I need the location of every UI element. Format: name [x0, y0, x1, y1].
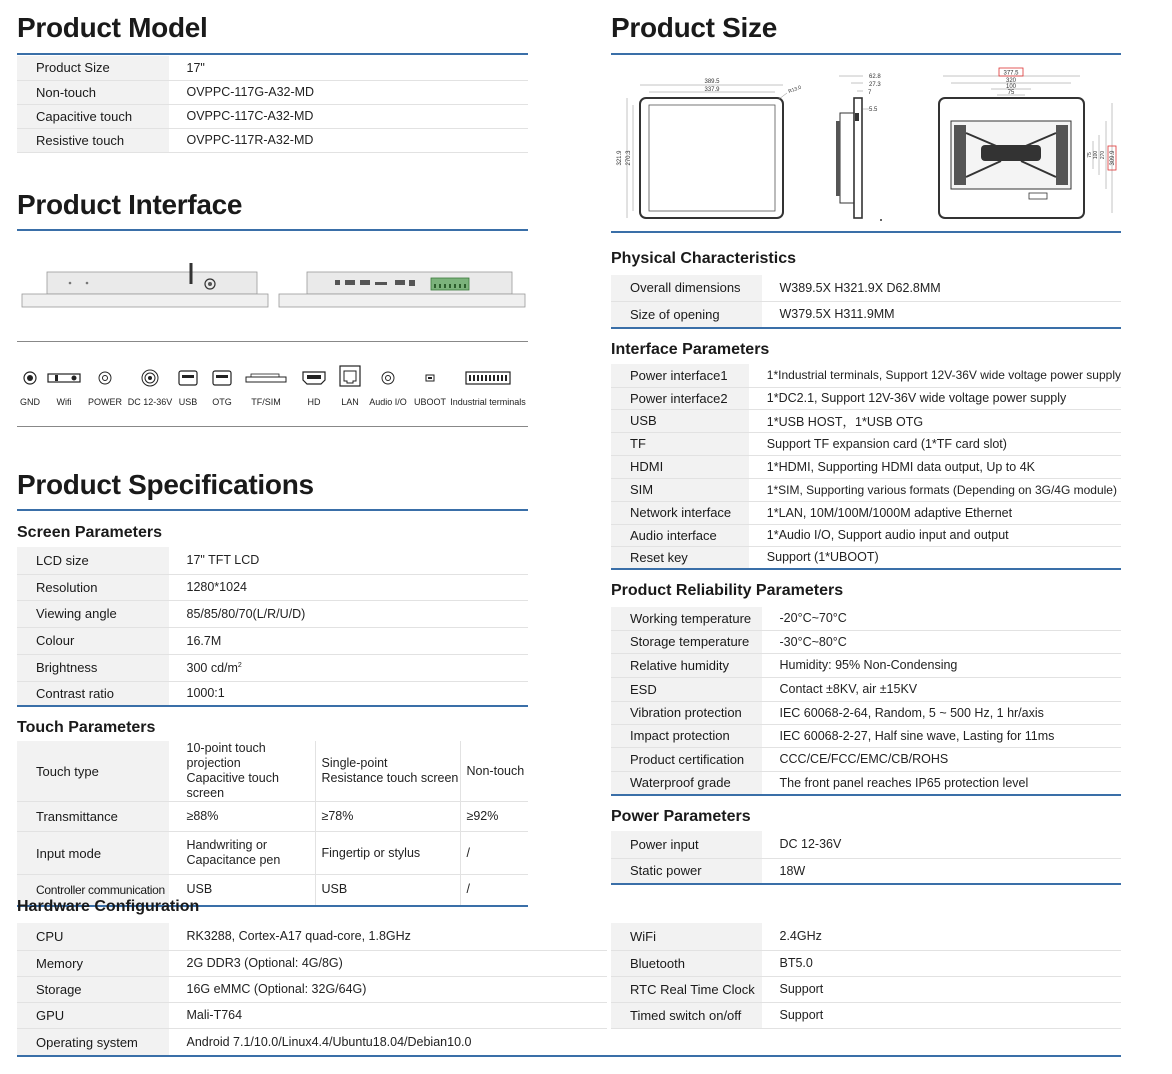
row-label: TF [611, 432, 749, 455]
side-depth-label: 62.8 [869, 74, 881, 80]
physical-characteristics-title: Physical Characteristics [611, 250, 796, 267]
cell-line: Capacitive touch screen [186, 771, 279, 800]
row-value: BT5.0 [762, 950, 1121, 976]
row-label: ESD [611, 677, 762, 701]
hardware-table-right [611, 923, 1121, 1029]
touch-none-cell: ≥92% [460, 802, 528, 832]
touch-cap-cell [169, 741, 315, 802]
row-label: Input mode [17, 832, 169, 875]
screen-parameters-title: Screen Parameters [17, 524, 162, 541]
row-label: Contrast ratio [17, 681, 169, 706]
interface-label: LAN [341, 397, 359, 407]
front-width-inner-label: 337.9 [704, 87, 720, 93]
interface-parameters-title: Interface Parameters [611, 341, 770, 358]
back-view-drawing [939, 76, 1112, 218]
row-value: 1*Industrial terminals, Support 12V-36V wide voltage power supply [749, 364, 1121, 387]
touch-cap-cell: USB [169, 875, 315, 906]
gnd-icon [21, 367, 39, 389]
row-label: Power interface2 [611, 387, 749, 409]
row-value: 2G DDR3 (Optional: 4G/8G) [169, 950, 607, 976]
row-value: 18W [762, 858, 1121, 884]
section-rule [17, 1055, 1121, 1057]
row-value: 17" TFT LCD [169, 547, 528, 574]
row-label: Bluetooth [611, 950, 762, 976]
hardware-configuration-title: Hardware Configuration [17, 898, 200, 915]
front-corner-label: R13.0 [787, 84, 803, 95]
back-height-label: 270 [1100, 150, 1106, 160]
row-label: Working temperature [611, 607, 762, 630]
row-value: 2.4GHz [762, 923, 1121, 950]
divider [17, 341, 528, 342]
row-label: Controller communication [17, 875, 169, 906]
row-label: Colour [17, 627, 169, 654]
power-table [611, 831, 1121, 885]
interface-label: Audio I/O [369, 397, 407, 407]
row-value: 1*SIM, Supporting various formats (Depending on 3G/4G module) [749, 478, 1121, 501]
touch-cap-cell [169, 832, 315, 875]
back-width-label: 320 [1005, 78, 1017, 84]
row-value: Support [762, 1002, 1121, 1028]
brightness-value: 300 cd/m [186, 660, 238, 675]
row-value: Mali-T764 [169, 1002, 607, 1028]
row-value [169, 654, 528, 681]
section-rule [17, 53, 528, 55]
row-value: Humidity: 95% Non-Condensing [762, 653, 1121, 677]
row-label: Product Size [17, 56, 169, 80]
row-label: Audio interface [611, 524, 749, 546]
interface-label: OTG [212, 397, 232, 407]
front-height-outer-label: 321.9 [617, 150, 623, 166]
touch-none-cell: / [460, 832, 528, 875]
interface-label: DC 12-36V [127, 397, 173, 407]
product-model-title: Product Model [17, 12, 208, 43]
row-label: Impact protection [611, 724, 762, 747]
row-value: -20°C~70°C [762, 607, 1121, 630]
row-value: The front panel reaches IP65 protection level [762, 771, 1121, 795]
row-label: Transmittance [17, 802, 169, 832]
touch-res-cell [315, 741, 460, 802]
row-label: Product certification [611, 747, 762, 771]
row-label: Reset key [611, 546, 749, 569]
row-label: Non-touch [17, 80, 169, 104]
interface-label: Wifi [56, 397, 72, 407]
row-label: Brightness [17, 654, 169, 681]
interface-label: USB [178, 397, 198, 407]
row-value: Support [762, 976, 1121, 1002]
power-parameters-title: Power Parameters [611, 808, 751, 825]
front-view-drawing [627, 85, 787, 218]
row-value: 85/85/80/70(L/R/U/D) [169, 600, 528, 627]
row-value: Contact ±8KV, air ±15KV [762, 677, 1121, 701]
side-depth-label: 7 [868, 90, 872, 96]
front-width-outer-label: 389.5 [704, 79, 720, 85]
product-size-title: Product Size [611, 12, 777, 43]
touch-parameters-table [17, 741, 528, 907]
otg-port-icon [211, 367, 233, 389]
row-value: 1*HDMI, Supporting HDMI data output, Up to 4K [749, 455, 1121, 478]
side-depth-label: 27.3 [869, 82, 881, 88]
brightness-unit-sup: 2 [237, 661, 242, 669]
row-label: Network interface [611, 501, 749, 524]
interface-label: Industrial terminals [450, 397, 526, 407]
product-interface-title: Product Interface [17, 189, 243, 220]
row-value: 1*LAN, 10M/100M/1000M adaptive Ethernet [749, 501, 1121, 524]
terminal-block-icon [465, 367, 511, 389]
section-rule [611, 53, 1121, 55]
cell-line: Resistance touch screen [321, 771, 459, 785]
cell-line: Capacitance pen [186, 853, 281, 867]
row-value: DC 12-36V [762, 831, 1121, 858]
row-value: W389.5X H321.9X D62.8MM [762, 275, 1121, 301]
divider [17, 426, 528, 427]
interface-device-photo [17, 258, 528, 316]
row-label: Storage temperature [611, 630, 762, 653]
row-label: Relative humidity [611, 653, 762, 677]
row-label: RTC Real Time Clock [611, 976, 762, 1002]
row-label: HDMI [611, 455, 749, 478]
row-label: Viewing angle [17, 600, 169, 627]
side-depth-label: 5.5 [869, 107, 878, 113]
row-value: 1000:1 [169, 681, 528, 706]
back-width-label: 100 [1005, 84, 1017, 90]
row-value: W379.5X H311.9MM [762, 301, 1121, 328]
row-label: LCD size [17, 547, 169, 574]
cell-line: Single-point [321, 756, 388, 770]
interface-label: HD [307, 397, 321, 407]
interface-label: GND [20, 397, 40, 407]
row-value: RK3288, Cortex-A17 quad-core, 1.8GHz [169, 923, 607, 950]
side-view-drawing [836, 76, 882, 221]
row-value: Support TF expansion card (1*TF card slot) [749, 432, 1121, 455]
back-width-label: 75 [1007, 90, 1015, 96]
row-label: Memory [17, 950, 169, 976]
audio-jack-icon [379, 367, 397, 389]
row-label: Timed switch on/off [611, 1002, 762, 1028]
power-button-icon [96, 367, 114, 389]
cell-line: Handwriting or [186, 838, 268, 852]
back-height-label: 309.9 [1110, 150, 1116, 166]
touch-cap-cell: ≥88% [169, 802, 315, 832]
row-label: Power interface1 [611, 364, 749, 387]
hardware-table-left [17, 923, 607, 1057]
uboot-button-icon [422, 367, 438, 389]
row-value: 1*USB HOST，1*USB OTG [749, 409, 1121, 432]
row-value: IEC 60068-2-64, Random, 5 ~ 500 Hz, 1 hr/axis [762, 701, 1121, 724]
interface-label: TF/SIM [251, 397, 281, 407]
row-label: Vibration protection [611, 701, 762, 724]
row-label: Resolution [17, 574, 169, 600]
row-value: Android 7.1/10.0/Linux4.4/Ubuntu18.04/Debian10.0 [169, 1028, 607, 1056]
reliability-parameters-title: Product Reliability Parameters [611, 582, 844, 599]
row-value: OVPPC-117G-A32-MD [169, 80, 528, 104]
row-value: Support (1*UBOOT) [749, 546, 1121, 569]
dc-jack-icon [139, 367, 161, 389]
section-rule [611, 231, 1121, 233]
row-value: IEC 60068-2-27, Half sine wave, Lasting for 11ms [762, 724, 1121, 747]
touch-none-cell: Non-touch [460, 741, 528, 802]
touch-parameters-title: Touch Parameters [17, 719, 156, 736]
interface-label: UBOOT [413, 397, 447, 407]
front-height-inner-label: 270.3 [626, 150, 632, 166]
row-label: USB [611, 409, 749, 432]
row-label: Power input [611, 831, 762, 858]
row-label: Waterproof grade [611, 771, 762, 795]
row-value: OVPPC-117R-A32-MD [169, 128, 528, 152]
row-label: Resistive touch [17, 128, 169, 152]
product-specifications-title: Product Specifications [17, 469, 314, 500]
row-label: SIM [611, 478, 749, 501]
row-label: WiFi [611, 923, 762, 950]
section-rule [17, 509, 528, 511]
row-label: Static power [611, 858, 762, 884]
tf-sim-slot-icon [244, 367, 288, 389]
lan-port-icon [338, 365, 362, 387]
dimension-drawing [611, 63, 1121, 223]
cell-line: 10-point touch projection [186, 741, 266, 770]
wifi-antenna-icon [46, 367, 82, 389]
back-height-label: 75 [1087, 152, 1093, 158]
row-label: Touch type [17, 741, 169, 802]
usb-port-icon [177, 367, 199, 389]
row-label: Size of opening [611, 301, 762, 328]
screen-parameters-table [17, 547, 528, 707]
physical-table [611, 275, 1121, 329]
touch-none-cell: / [460, 875, 528, 906]
interface-parameters-table [611, 364, 1121, 570]
row-value: 17" [169, 56, 528, 80]
row-label: Capacitive touch [17, 104, 169, 128]
product-model-table [17, 56, 528, 153]
back-height-label: 100 [1093, 150, 1099, 160]
touch-res-cell: USB [315, 875, 460, 906]
section-rule [17, 229, 528, 231]
row-value: -30°C~80°C [762, 630, 1121, 653]
row-value: 16G eMMC (Optional: 32G/64G) [169, 976, 607, 1002]
row-label: Operating system [17, 1028, 169, 1056]
row-label: Overall dimensions [611, 275, 762, 301]
row-value: 16.7M [169, 627, 528, 654]
touch-res-cell: ≥78% [315, 802, 460, 832]
row-value: OVPPC-117C-A32-MD [169, 104, 528, 128]
reliability-table [611, 607, 1121, 796]
row-value: 1280*1024 [169, 574, 528, 600]
row-label: CPU [17, 923, 169, 950]
row-label: GPU [17, 1002, 169, 1028]
row-value: 1*Audio I/O, Support audio input and output [749, 524, 1121, 546]
touch-res-cell: Fingertip or stylus [315, 832, 460, 875]
row-label: Storage [17, 976, 169, 1002]
hdmi-port-icon [300, 367, 328, 389]
row-value: CCC/CE/FCC/EMC/CB/ROHS [762, 747, 1121, 771]
back-width-label: 377.5 [1003, 70, 1019, 77]
interface-label: POWER [87, 397, 123, 407]
row-value: 1*DC2.1, Support 12V-36V wide voltage power supply [749, 387, 1121, 409]
